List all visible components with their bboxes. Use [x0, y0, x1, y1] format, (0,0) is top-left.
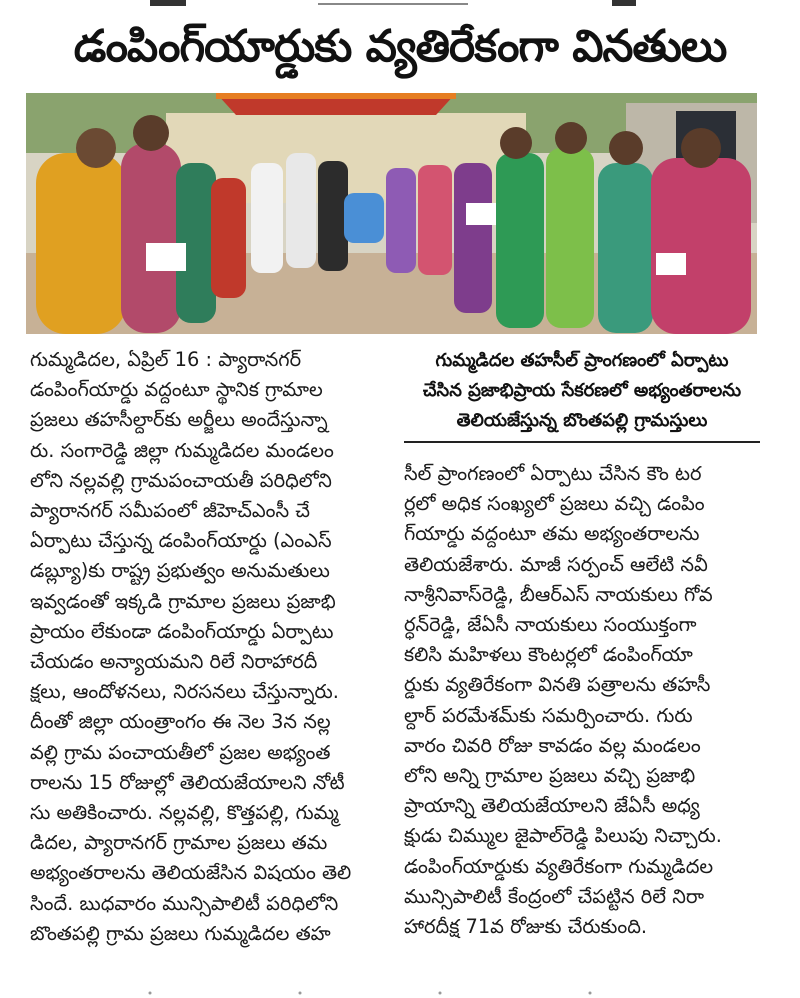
edge-mark	[150, 0, 186, 6]
article-line: ప్యారానగర్‌ సమీపంలో జీహెచ్‌ఎంసీ చే	[30, 499, 310, 523]
article-line: ర్ధన్‌రెడ్డి, జేఏసీ నాయకులు సంయుక్తంగా	[404, 613, 697, 637]
article-line: డంపింగ్‌యార్డుకు వ్యతిరేకంగా గుమ్మడిదల	[404, 854, 714, 878]
photo-caption	[396, 346, 768, 439]
article-line: గుమ్మడిదల, ఏప్రిల్‌ 16 : ప్యారానగర్‌	[30, 348, 302, 371]
article-line: సిందే. బుధవారం మున్సిపాలిటీ పరిధిలోని	[30, 891, 339, 915]
article-line: కలిసి మహిళలు కౌంటర్లలో డంపింగ్‌యా	[404, 643, 693, 667]
news-photo	[26, 93, 757, 334]
article-line: క్షలు, ఆందోళనలు, నిరసనలు చేస్తున్నారు.	[30, 680, 339, 704]
article-line: లోని అన్ని గ్రామాల ప్రజలు వచ్చి ప్రజాభి	[404, 764, 696, 788]
article-line: రాలను 15 రోజుల్లో తెలియజేయాలని నోటీ	[30, 770, 345, 794]
article-line: వారం చివరి రోజు కావడం వల్ల మండలం	[404, 733, 701, 757]
article-line: అభ్యంతరాలను తెలియజేసిన విషయం తెలి	[30, 861, 352, 885]
article-line: రు. సంగారెడ్డి జిల్లా గుమ్మడిదల మండలం	[30, 438, 334, 462]
article-line: బొంతపల్లి గ్రామ ప్రజలు గుమ్మడిదల తహ	[30, 921, 331, 945]
article-line: గ్‌యార్డు వద్దంటూ తమ అభ్యంతరాలను	[404, 522, 700, 546]
article-line: తెలియజేశారు. మాజీ సర్పంచ్‌ ఆలేటి నవీ	[404, 552, 708, 576]
article-right-column	[404, 459, 762, 942]
article-line: ప్రజలు తహసీల్దార్‌కు అర్జీలు అందేస్తున్నా	[30, 408, 328, 432]
article-line: నాశ్రీనివాస్‌రెడ్డి, బీఆర్‌ఎస్‌ నాయకులు గోవ	[404, 582, 713, 606]
article-line: సు అతికించారు. నల్లవల్లి, కొత్తపల్లి, గుమ్మ	[30, 801, 339, 825]
article-line: ప్రాయాన్ని తెలియజేయాలని జేఏసీ అధ్య	[404, 794, 700, 818]
article-line: డిదల, ప్యారానగర్‌ గ్రామాల ప్రజలు తమ	[30, 831, 328, 855]
article-line: డంపింగ్‌యార్డు వద్దంటూ స్థానిక గ్రామాల	[30, 378, 323, 402]
article-line: లోని నల్లవల్లి గ్రామపంచాయతీ పరిధిలోని	[30, 468, 332, 492]
caption-divider	[404, 441, 760, 443]
article-left-column	[30, 345, 390, 949]
article-line: ర్డుకు వ్యతిరేకంగా వినతి పత్రాలను తహసీ	[404, 673, 711, 697]
caption-line: గుమ్మడిదల తహసీల్‌ ప్రాంగణంలో ఏర్పాటు	[435, 350, 729, 371]
headline: డంపింగ్‌యార్డుకు వ్యతిరేకంగా వినతులు	[73, 21, 727, 72]
photo-of-villagers-icon	[26, 93, 757, 334]
bottom-edge-marks	[140, 990, 740, 996]
article-line: సీల్‌ ప్రాంగణంలో ఏర్పాటు చేసిన కౌం టర	[404, 462, 702, 485]
edge-mark	[612, 0, 636, 6]
top-edge-strip	[0, 0, 800, 8]
article-line: మున్సిపాలిటీ కేంద్రంలో చేపట్టిన రిలే నిరా	[404, 884, 705, 908]
article-line: హారదీక్ష 71వ రోజుకు చేరుకుంది.	[404, 915, 648, 939]
article-line: ల్దార్‌ పరమేశమ్‌కు సమర్పించారు. గురు	[404, 703, 693, 727]
edge-mark	[318, 3, 468, 5]
caption-line: తెలియజేస్తున్న బొంతపల్లి గ్రామస్తులు	[456, 410, 708, 431]
article-line: వల్లి గ్రామ పంచాయతీలో ప్రజల అభ్యంత	[30, 740, 331, 764]
article-line: చేయడం అన్యాయమని రిలే నిరాహారదీ	[30, 650, 318, 674]
article-line: ప్రాయం లేకుండా డంపింగ్‌యార్డు ఏర్పాటు	[30, 619, 334, 643]
article-line: డబ్ల్యూ)కు రాష్ట్ర ప్రభుత్వం అనుమతులు	[30, 559, 330, 583]
article-line: ఇవ్వడంతో ఇక్కడి గ్రామాల ప్రజలు ప్రజాభి	[30, 589, 336, 613]
article-line: ఏర్పాటు చేస్తున్న డంపింగ్‌యార్డు (ఎంఎస్‌	[30, 529, 332, 553]
article-line: ర్లలో అధిక సంఖ్యలో ప్రజలు వచ్చి డంపిం	[404, 492, 705, 516]
article-line: దీంతో జిల్లా యంత్రాంగం ఈ నెల 3న నల్ల	[30, 710, 331, 734]
article-line: క్షుడు చిమ్ముల జైపాల్‌రెడ్డి పిలుపు నిచ్చారు.	[404, 824, 722, 848]
caption-line: చేసిన ప్రజాభిప్రాయ సేకరణలో అభ్యంతరాలను	[422, 380, 742, 401]
